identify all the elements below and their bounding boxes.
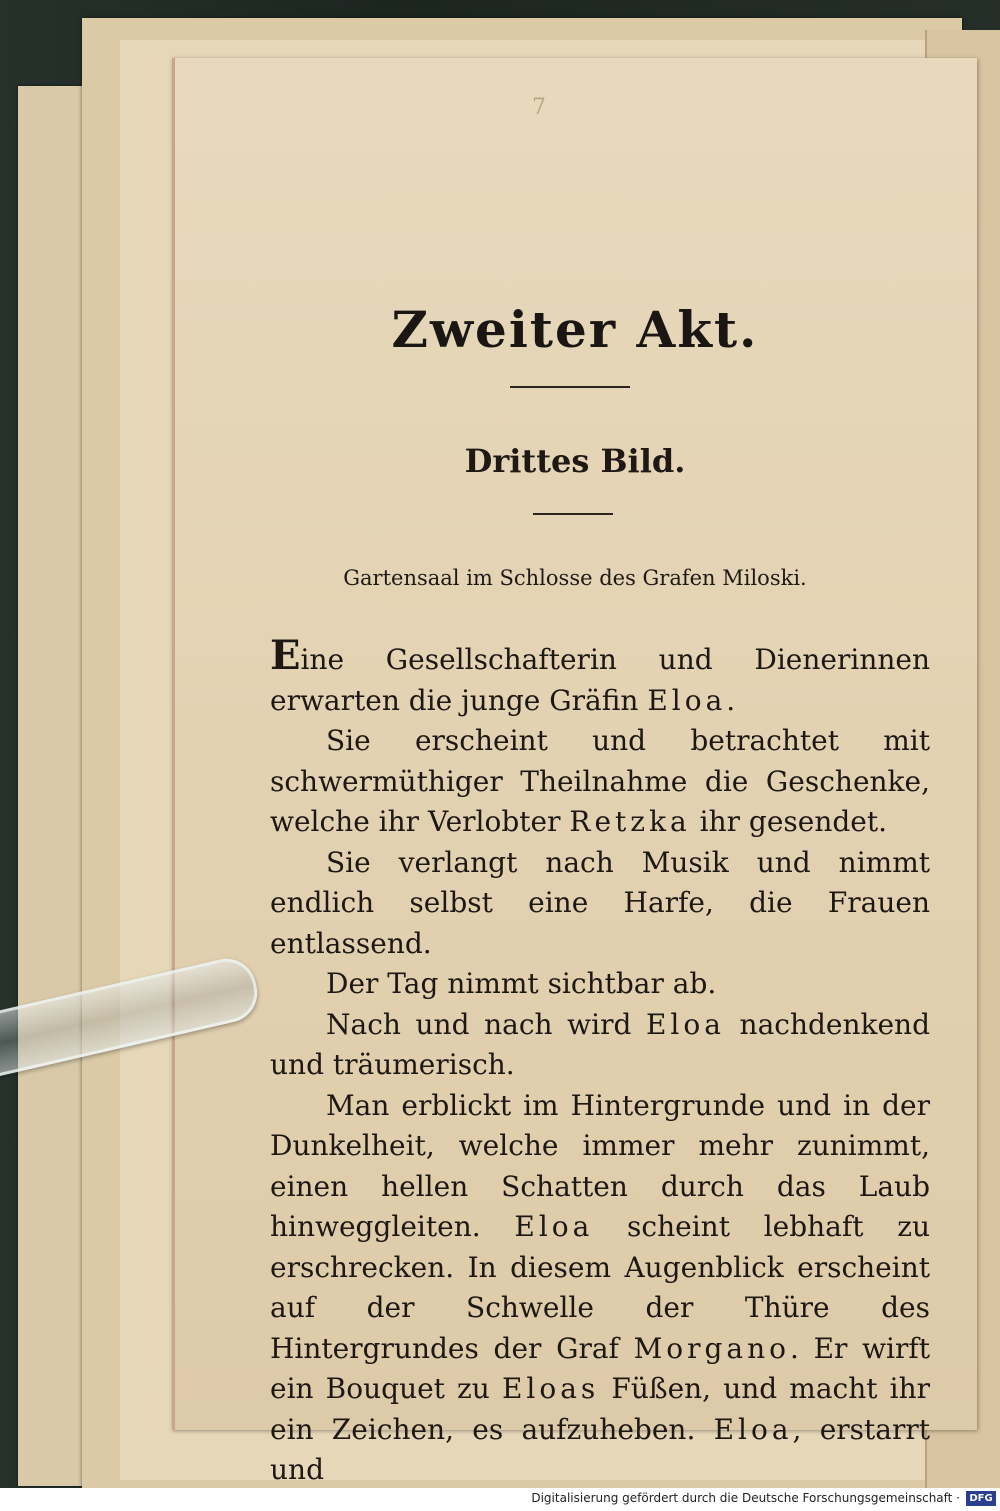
paragraph-2 [270, 721, 930, 843]
paragraph-6 [270, 1086, 930, 1491]
paragraph-5-end: nachdenkend und träumerisch. [270, 1007, 931, 1081]
page-number: 7 [532, 95, 546, 120]
character-name: Retzka [569, 805, 691, 838]
scene-rule [533, 513, 613, 515]
title-rule [510, 386, 630, 388]
character-name: Eloa [645, 1007, 725, 1041]
paragraph-6-end: , erstarrt und [270, 1412, 930, 1486]
paragraph-5 [270, 1005, 930, 1086]
scene-setting: Gartensaal im Schlosse des Grafen Miloski. [343, 566, 807, 590]
paragraph-3: Sie verlangt nach Musik und nimmt endlich selbst eine Harfe, die Frauen entlassend. [270, 845, 930, 960]
character-name: Eloas [501, 1372, 600, 1405]
paragraph-2-text: Sie erscheint und betrachtet mit schwermüthiger Theilnahme die Geschenke, welche ihr Verlobter [270, 724, 930, 838]
paragraph-6-text: Füßen, und macht ihr ein Zeichen, es aufzuheben. [270, 1372, 930, 1446]
drop-cap: E [270, 632, 301, 679]
paragraph-1 [270, 632, 930, 721]
paragraph-2-end: ihr gesendet. [690, 805, 888, 838]
paragraph-6-text: scheint lebhaft zu erschrecken. In diesem Augenblick erscheint auf der Schwelle der Thüre des Hintergrundes der Graf [270, 1210, 930, 1365]
act-title: Zweiter Akt. [391, 300, 759, 359]
digitization-footer [0, 1488, 1000, 1511]
scene-title: Drittes Bild. [464, 442, 686, 480]
paragraph-1-end: . [726, 683, 736, 717]
paragraph-6-text: Man erblickt im Hintergrunde und in der Dunkelheit, welche immer mehr zunimmt, einen hellen Schatten durch das Laub hinweggleiten. [270, 1088, 930, 1243]
funding-notice: Digitalisierung gefördert durch die Deutsche Forschungsgemeinschaft · [531, 1491, 960, 1505]
paragraph-5-text: Nach und nach wird [326, 1007, 646, 1041]
character-name: Eloa [514, 1210, 594, 1243]
dfg-logo: DFG [966, 1491, 996, 1506]
character-name: Eloa [647, 683, 727, 717]
character-name: Eloa [713, 1412, 793, 1446]
paragraph-6-text: . Er wirft ein Bouquet zu [270, 1331, 930, 1405]
paragraph-1-text: ine Gesellschafterin und Dienerinnen erwarten die junge Gräfin [270, 643, 930, 717]
character-name: Morgano [633, 1331, 790, 1365]
stage-directions [270, 632, 931, 1491]
paragraph-4: Der Tag nimmt sichtbar ab. [326, 967, 717, 1000]
